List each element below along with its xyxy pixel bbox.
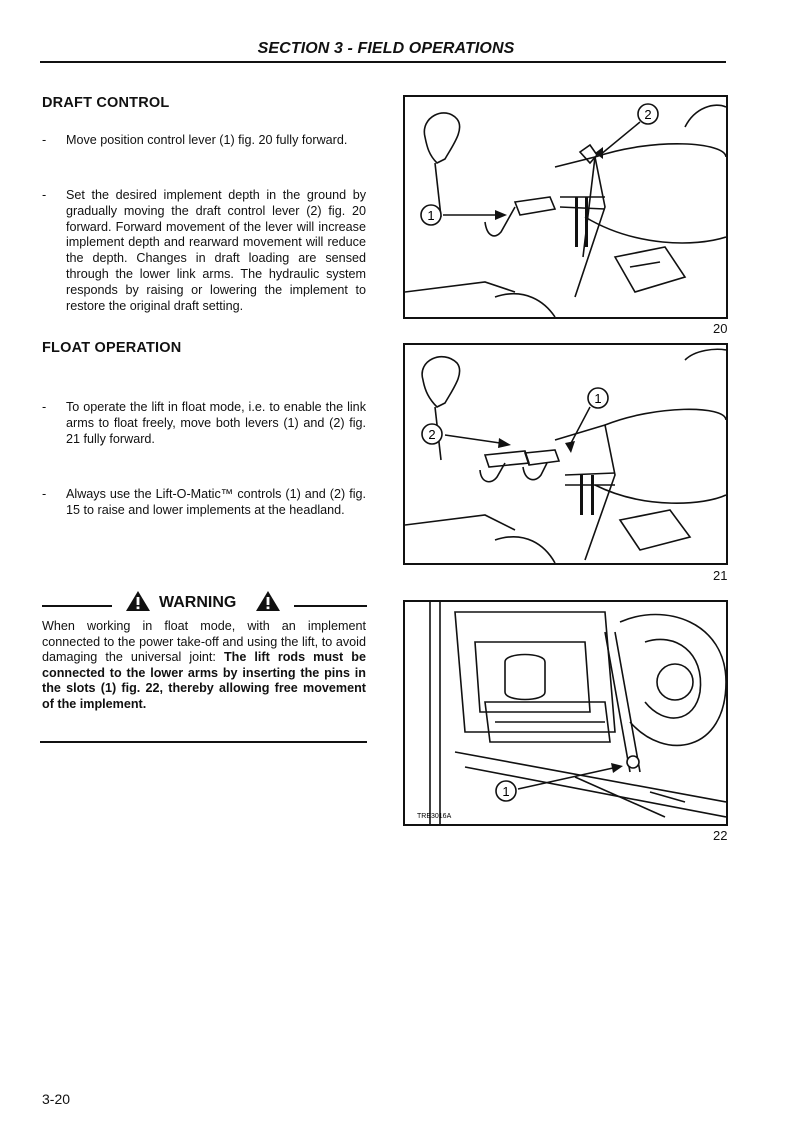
bullet-dash: - xyxy=(42,188,47,202)
page-number: 3-20 xyxy=(42,1091,71,1107)
warning-rule-right xyxy=(294,605,367,607)
warning-triangle-icon xyxy=(255,590,281,612)
bullet-dash: - xyxy=(42,400,47,414)
draft-control-heading: DRAFT CONTROL xyxy=(42,95,170,111)
callout-label: 1 xyxy=(502,784,510,799)
section-title: SECTION 3 - FIELD OPERATIONS xyxy=(257,40,515,57)
draft-bullet-2-text: Set the desired implement depth in the ground by gradually moving the draft control lever (2) fig. 20 forward. Forward movement of the lever will increase implement depth and rearward movement will reduce the depth. Changes in draft loading are sensed through the lower link arms. The hydraulic system responds by raising or lowering the implement to restore the original draft setting. xyxy=(66,188,366,313)
warning-rule-left xyxy=(42,605,112,607)
float-bullet-2 xyxy=(42,487,366,519)
warning-body xyxy=(42,619,366,713)
float-bullet-2-text: Always use the Lift-O-Matic™ controls (1) and (2) fig. 15 to raise and lower implements at the headland. xyxy=(66,487,366,517)
warning-bottom-rule xyxy=(40,741,367,743)
warning-text: When working in float mode, with an implement connected to the power take-off and using the lift, to avoid damaging the universal joint: xyxy=(42,619,366,665)
figure-22 xyxy=(403,600,728,826)
callout-label: 1 xyxy=(594,391,602,406)
warning-triangle-icon xyxy=(125,590,151,612)
float-operation-heading: FLOAT OPERATION xyxy=(42,340,182,356)
callout-label: 2 xyxy=(428,427,436,442)
callout-label: 1 xyxy=(427,208,435,223)
figure-20-number: 20 xyxy=(713,321,728,336)
callout-label: 2 xyxy=(644,107,652,122)
bullet-dash: - xyxy=(42,487,47,501)
header-rule xyxy=(40,61,726,63)
warning-title: WARNING xyxy=(159,594,237,611)
float-bullet-1-text: To operate the lift in float mode, i.e. to enable the link arms to float freely, move both levers (1) and (2) fig. 21 fully forward. xyxy=(66,400,366,446)
warning-bold-text: The lift rods must be connected to the lower arms by inserting the pins in the slots (1) fig. 22, thereby allowing free movement of the implement. xyxy=(42,650,366,711)
figure-20-illustration xyxy=(405,97,726,317)
figure-21 xyxy=(403,343,728,565)
figure-code: TRE3016A xyxy=(417,813,452,820)
figure-22-number: 22 xyxy=(713,828,728,843)
figure-20 xyxy=(403,95,728,319)
figure-21-illustration xyxy=(405,345,726,563)
bullet-dash: - xyxy=(42,133,47,147)
figure-22-illustration xyxy=(405,602,726,824)
draft-bullet-2 xyxy=(42,188,366,314)
draft-bullet-1 xyxy=(42,133,366,149)
figure-21-number: 21 xyxy=(713,568,728,583)
draft-bullet-1-text: Move position control lever (1) fig. 20 fully forward. xyxy=(66,133,348,147)
float-bullet-1 xyxy=(42,400,366,447)
